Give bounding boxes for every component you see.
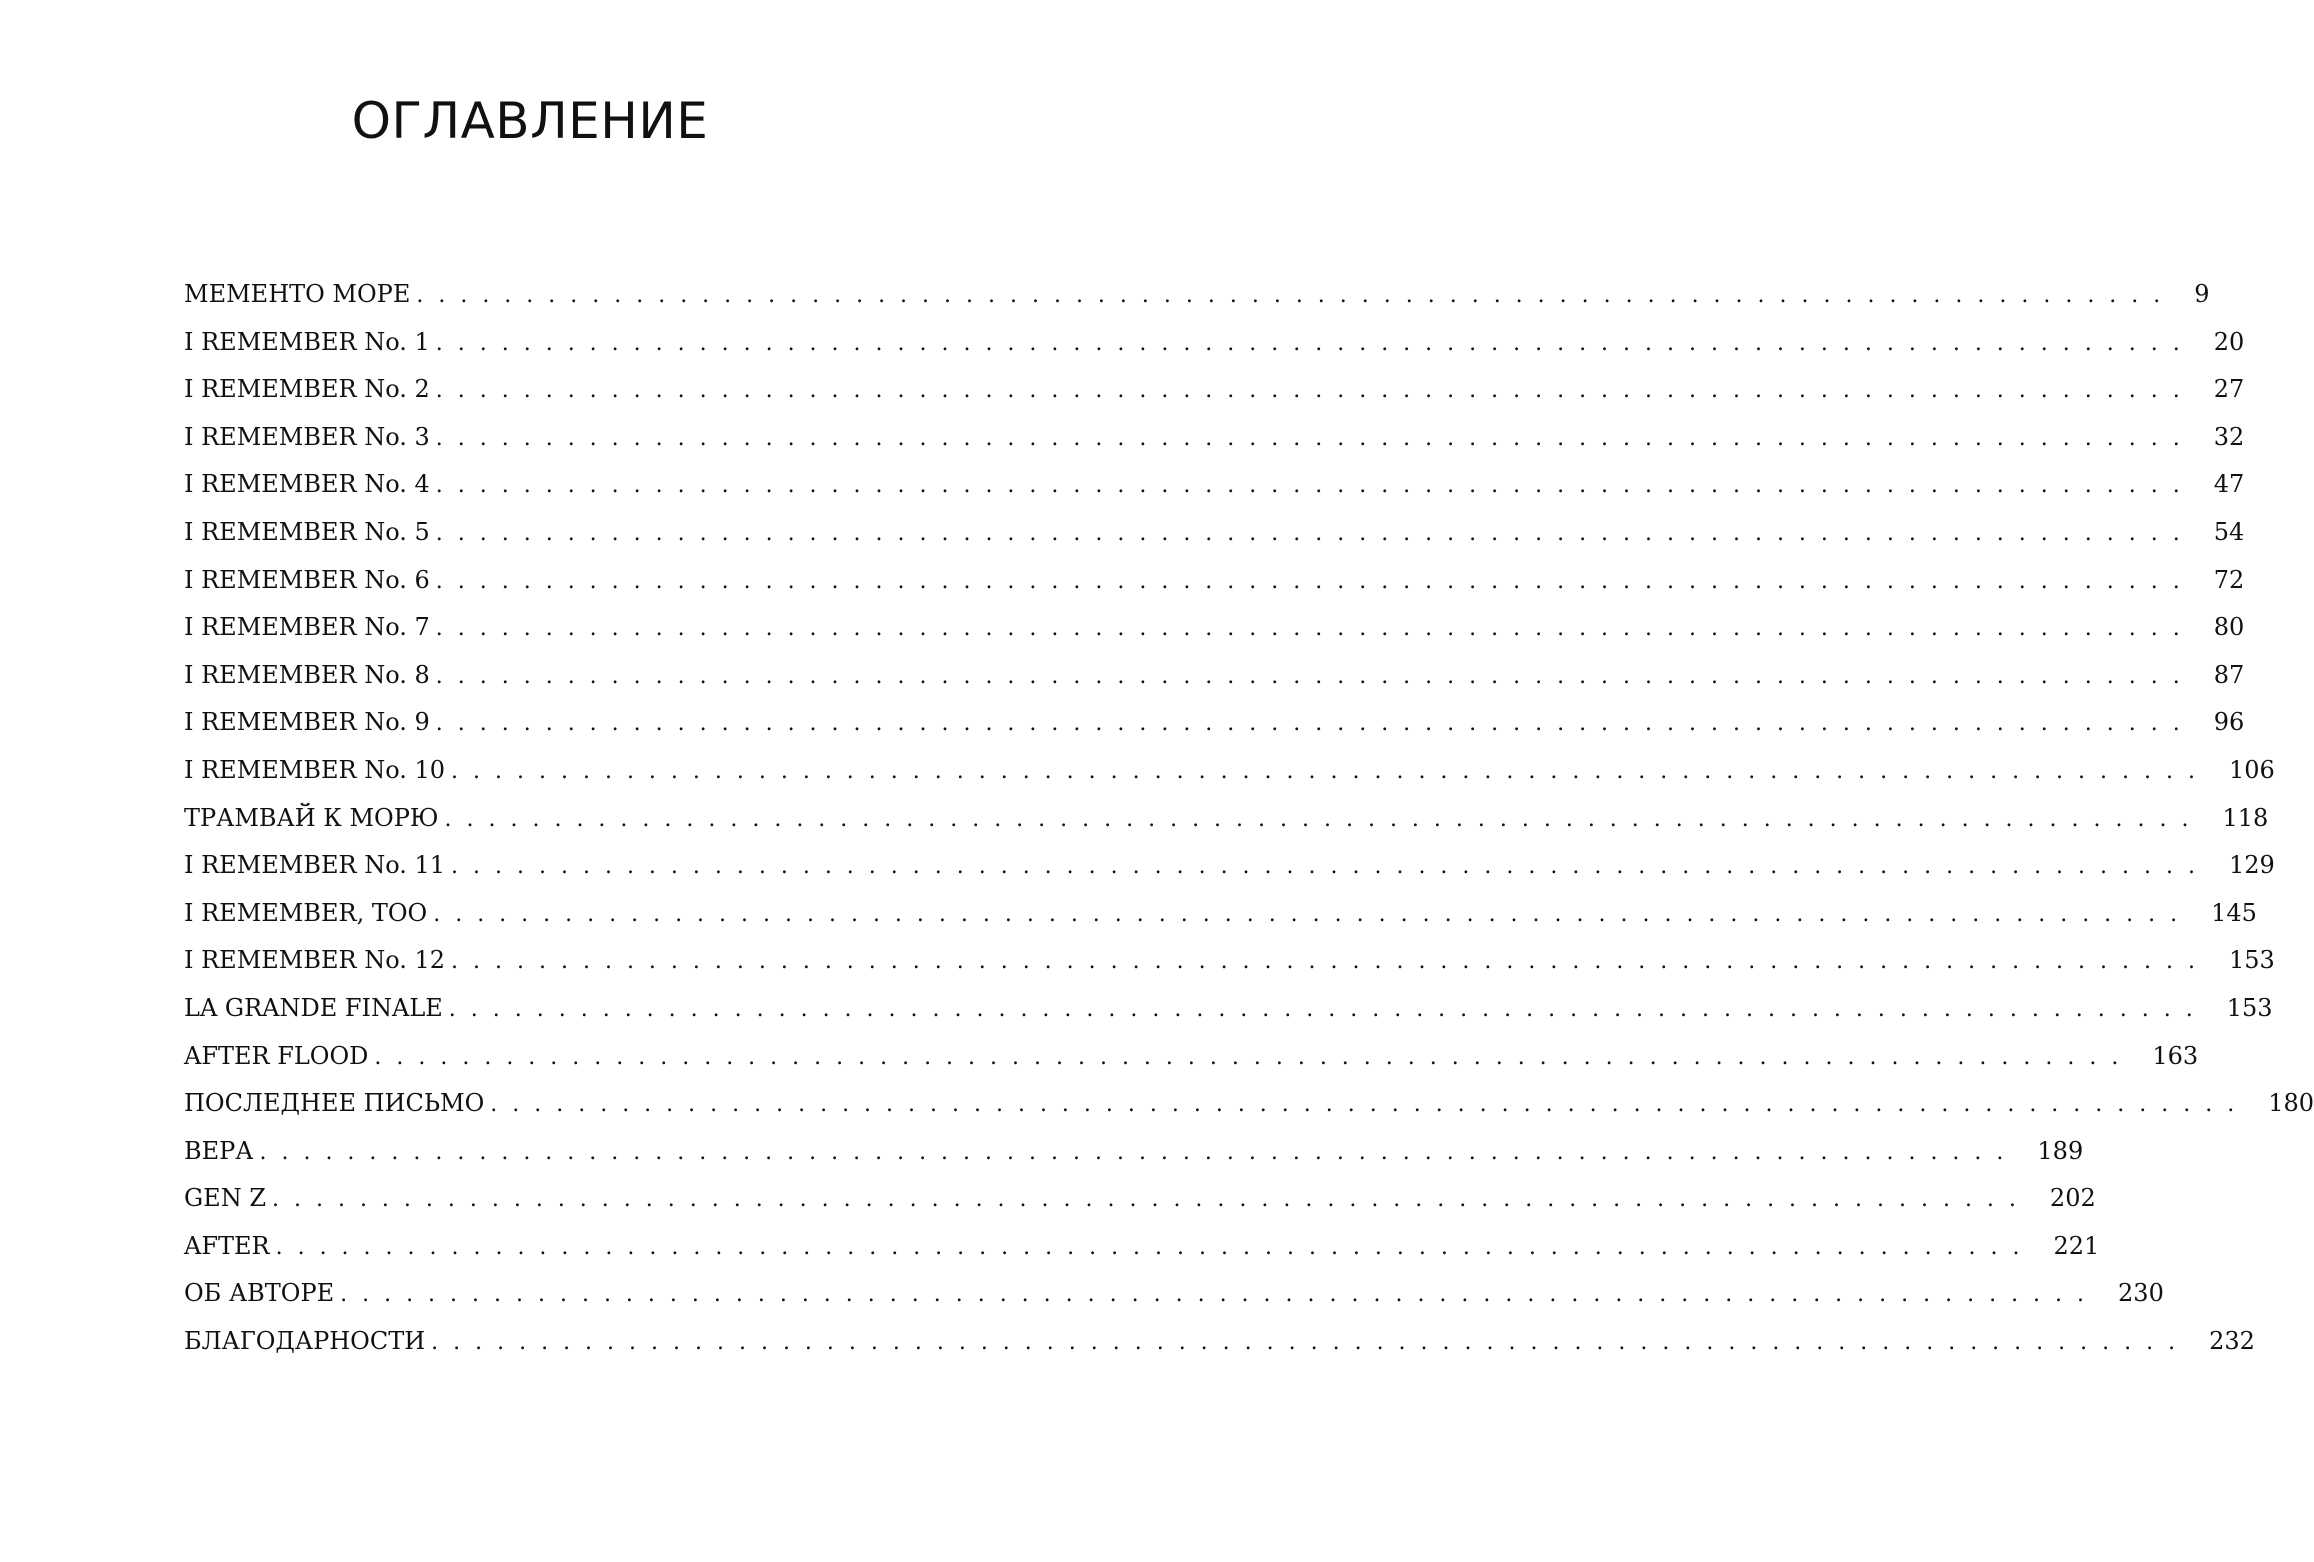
toc-entry bbox=[184, 557, 2245, 605]
toc-entry-title: AFTER bbox=[184, 1231, 270, 1260]
toc-dot-leader: . . . . . . . . . . . . . . . . . . . . . . . . . . . . . . . . . . . . . . . . . . . . . . . . . . . . . . . . . . . . . . . . . . . . . . . . . . . . . . . . bbox=[272, 1187, 2020, 1213]
toc-dot-leader: . . . . . . . . . . . . . . . . . . . . . . . . . . . . . . . . . . . . . . . . . . . . . . . . . . . . . . . . . . . . . . . . . . . . . . . . . . . . . . . . bbox=[435, 616, 2184, 642]
toc-entry bbox=[184, 937, 2275, 985]
toc-page-number: 145 bbox=[2211, 898, 2257, 927]
toc-entry bbox=[184, 1223, 2100, 1271]
toc-page-number: 20 bbox=[2213, 327, 2245, 356]
toc-page-number: 129 bbox=[2228, 851, 2275, 880]
toc-dot-leader: . . . . . . . . . . . . . . . . . . . . . . . . . . . . . . . . . . . . . . . . . . . . . . . . . . . . . . . . . . . . . . . . . . . . . . . . . . . . . . . . bbox=[444, 806, 2193, 832]
toc-entry bbox=[184, 509, 2245, 557]
toc-dot-leader: . . . . . . . . . . . . . . . . . . . . . . . . . . . . . . . . . . . . . . . . . . . . . . . . . . . . . . . . . . . . . . . . . . . . . . . . . . . . . . . . bbox=[431, 1330, 2180, 1356]
toc-entry-title: I REMEMBER No. 1 bbox=[184, 327, 430, 356]
toc-page-number: 153 bbox=[2226, 993, 2273, 1022]
toc-page-number: 230 bbox=[2118, 1279, 2164, 1308]
toc-entry-title: I REMEMBER, TOO bbox=[184, 898, 428, 927]
toc-page-number: 9 bbox=[2194, 280, 2210, 308]
toc-page-number: 106 bbox=[2228, 755, 2275, 784]
toc-dot-leader: . . . . . . . . . . . . . . . . . . . . . . . . . . . . . . . . . . . . . . . . . . . . . . . . . . . . . . . . . . . . . . . . . . . . . . . . . . . . . . . . bbox=[451, 854, 2199, 880]
toc-dot-leader: . . . . . . . . . . . . . . . . . . . . . . . . . . . . . . . . . . . . . . . . . . . . . . . . . . . . . . . . . . . . . . . . . . . . . . . . . . . . . . . . bbox=[435, 473, 2184, 499]
toc-dot-leader: . . . . . . . . . . . . . . . . . . . . . . . . . . . . . . . . . . . . . . . . . . . . . . . . . . . . . . . . . . . . . . . . . . . . . . . . . . . . . . . . bbox=[435, 425, 2184, 451]
toc-page-number: 72 bbox=[2213, 565, 2245, 594]
toc-page-number: 96 bbox=[2213, 708, 2245, 737]
toc-entry bbox=[184, 1128, 2084, 1176]
toc-page-number: 189 bbox=[2037, 1136, 2084, 1165]
toc-entry-title: ОБ АВТОРЕ bbox=[184, 1279, 335, 1308]
toc-page-number: 118 bbox=[2222, 803, 2269, 832]
toc-entry bbox=[184, 985, 2273, 1033]
toc-entry bbox=[184, 319, 2245, 367]
toc-page-number: 180 bbox=[2268, 1089, 2314, 1118]
toc-page-number: 32 bbox=[2213, 422, 2245, 451]
toc-dot-leader: . . . . . . . . . . . . . . . . . . . . . . . . . . . . . . . . . . . . . . . . . . . . . . . . . . . . . . . . . . . . . . . . . . . . . . . . . . . . . . . . bbox=[435, 330, 2184, 356]
toc-dot-leader: . . . . . . . . . . . . . . . . . . . . . . . . . . . . . . . . . . . . . . . . . . . . . . . . . . . . . . . . . . . . . . . . . . . . . . . . . . . . . . . . bbox=[435, 520, 2184, 546]
toc-dot-leader: . . . . . . . . . . . . . . . . . . . . . . . . . . . . . . . . . . . . . . . . . . . . . . . . . . . . . . . . . . . . . . . . . . . . . . . . . . . . . . . . bbox=[435, 663, 2184, 689]
toc-entry-title: ТРАМВАЙ К МОРЮ bbox=[184, 803, 439, 832]
toc-entry-title: AFTER FLOOD bbox=[184, 1041, 369, 1070]
toc-entry-title: GEN Z bbox=[184, 1184, 266, 1213]
toc-page-number: 87 bbox=[2213, 660, 2245, 689]
toc-page-number: 153 bbox=[2228, 946, 2275, 975]
toc-entry bbox=[184, 747, 2275, 795]
toc-entry bbox=[184, 842, 2275, 890]
toc-page-number: 202 bbox=[2049, 1184, 2096, 1213]
toc-entry-title: I REMEMBER No. 4 bbox=[184, 470, 430, 499]
toc-dot-leader: . . . . . . . . . . . . . . . . . . . . . . . . . . . . . . . . . . . . . . . . . . . . . . . . . . . . . . . . . . . . . . . . . . . . . . . . . . . . . . . . bbox=[340, 1282, 2089, 1308]
toc-entry bbox=[184, 795, 2269, 843]
toc-entry-title: МЕМЕНТО МОРЕ bbox=[184, 280, 411, 308]
toc-entry-title: I REMEMBER No. 7 bbox=[184, 613, 430, 642]
toc-page-number: 54 bbox=[2213, 517, 2245, 546]
page-title: ОГЛАВЛЕНИЕ bbox=[351, 92, 709, 150]
toc-entry-title: ПОСЛЕДНЕЕ ПИСЬМО bbox=[184, 1089, 485, 1118]
toc-entry bbox=[184, 604, 2245, 652]
toc-entry-title: I REMEMBER No. 9 bbox=[184, 708, 430, 737]
toc-entry bbox=[184, 890, 2257, 938]
toc-entry bbox=[184, 1033, 2199, 1081]
toc-entry-title: I REMEMBER No. 11 bbox=[184, 851, 446, 880]
toc-entry-title: БЛАГОДАРНОСТИ bbox=[184, 1327, 426, 1356]
toc-entry bbox=[184, 699, 2245, 747]
toc-entry bbox=[184, 414, 2245, 462]
toc-entry-title: I REMEMBER No. 3 bbox=[184, 422, 430, 451]
toc-entry-title: I REMEMBER No. 10 bbox=[184, 755, 446, 784]
toc-entry bbox=[184, 1270, 2164, 1318]
toc-dot-leader: . . . . . . . . . . . . . . . . . . . . . . . . . . . . . . . . . . . . . . . . . . . . . . . . . . . . . . . . . . . . . . . . . . . . . . . . . . . . . . . . bbox=[259, 1139, 2008, 1165]
toc-entry-title: I REMEMBER No. 8 bbox=[184, 660, 430, 689]
toc-entry-title: ВЕРА bbox=[184, 1136, 254, 1165]
toc-dot-leader: . . . . . . . . . . . . . . . . . . . . . . . . . . . . . . . . . . . . . . . . . . . . . . . . . . . . . . . . . . . . . . . . . . . . . . . . . . . . . . . . bbox=[490, 1092, 2239, 1118]
toc-entry bbox=[184, 271, 2210, 319]
toc-dot-leader: . . . . . . . . . . . . . . . . . . . . . . . . . . . . . . . . . . . . . . . . . . . . . . . . . . . . . . . . . . . . . . . . . . . . . . . . . . . . . . . . bbox=[435, 378, 2184, 404]
toc-dot-leader: . . . . . . . . . . . . . . . . . . . . . . . . . . . . . . . . . . . . . . . . . . . . . . . . . . . . . . . . . . . . . . . . . . . . . . . . . . . . . . . . bbox=[435, 568, 2184, 594]
toc-dot-leader: . . . . . . . . . . . . . . . . . . . . . . . . . . . . . . . . . . . . . . . . . . . . . . . . . . . . . . . . . . . . . . . . . . . . . . . . . . . . . . . . bbox=[374, 1044, 2123, 1070]
table-of-contents bbox=[184, 271, 2314, 1366]
toc-entry bbox=[184, 652, 2245, 700]
toc-page-number: 27 bbox=[2213, 375, 2245, 404]
toc-entry bbox=[184, 1318, 2255, 1366]
toc-entry bbox=[184, 1175, 2096, 1223]
toc-entry-title: I REMEMBER No. 12 bbox=[184, 946, 446, 975]
toc-entry bbox=[184, 366, 2245, 414]
toc-entry-title: I REMEMBER No. 5 bbox=[184, 517, 430, 546]
toc-dot-leader: . . . . . . . . . . . . . . . . . . . . . . . . . . . . . . . . . . . . . . . . . . . . . . . . . . . . . . . . . . . . . . . . . . . . . . . . . . . . . . . . bbox=[451, 758, 2199, 784]
toc-page-number: 80 bbox=[2213, 613, 2245, 642]
toc-entry bbox=[184, 461, 2245, 509]
toc-dot-leader: . . . . . . . . . . . . . . . . . . . . . . . . . . . . . . . . . . . . . . . . . . . . . . . . . . . . . . . . . . . . . . . . . . . . . . . . . . . . . . . . bbox=[451, 949, 2199, 975]
toc-entry-title: LA GRANDE FINALE bbox=[184, 993, 443, 1022]
toc-page-number: 47 bbox=[2213, 470, 2245, 499]
toc-page-number: 221 bbox=[2053, 1231, 2100, 1260]
toc-dot-leader: . . . . . . . . . . . . . . . . . . . . . . . . . . . . . . . . . . . . . . . . . . . . . . . . . . . . . . . . . . . . . . . . . . . . . . . . . . . . . . . . bbox=[435, 711, 2184, 737]
toc-entry-title: I REMEMBER No. 6 bbox=[184, 565, 430, 594]
toc-dot-leader: . . . . . . . . . . . . . . . . . . . . . . . . . . . . . . . . . . . . . . . . . . . . . . . . . . . . . . . . . . . . . . . . . . . . . . . . . . . . . . . . bbox=[448, 996, 2197, 1022]
toc-page-number: 232 bbox=[2209, 1327, 2255, 1356]
toc-dot-leader: . . . . . . . . . . . . . . . . . . . . . . . . . . . . . . . . . . . . . . . . . . . . . . . . . . . . . . . . . . . . . . . . . . . . . . . . . . . . . . . . bbox=[433, 901, 2182, 927]
toc-page-number: 163 bbox=[2152, 1041, 2199, 1070]
toc-dot-leader: . . . . . . . . . . . . . . . . . . . . . . . . . . . . . . . . . . . . . . . . . . . . . . . . . . . . . . . . . . . . . . . . . . . . . . . . . . . . . . . . bbox=[416, 283, 2165, 308]
toc-dot-leader: . . . . . . . . . . . . . . . . . . . . . . . . . . . . . . . . . . . . . . . . . . . . . . . . . . . . . . . . . . . . . . . . . . . . . . . . . . . . . . . . bbox=[275, 1234, 2024, 1260]
toc-entry bbox=[184, 1080, 2314, 1128]
toc-entry-title: I REMEMBER No. 2 bbox=[184, 375, 430, 404]
